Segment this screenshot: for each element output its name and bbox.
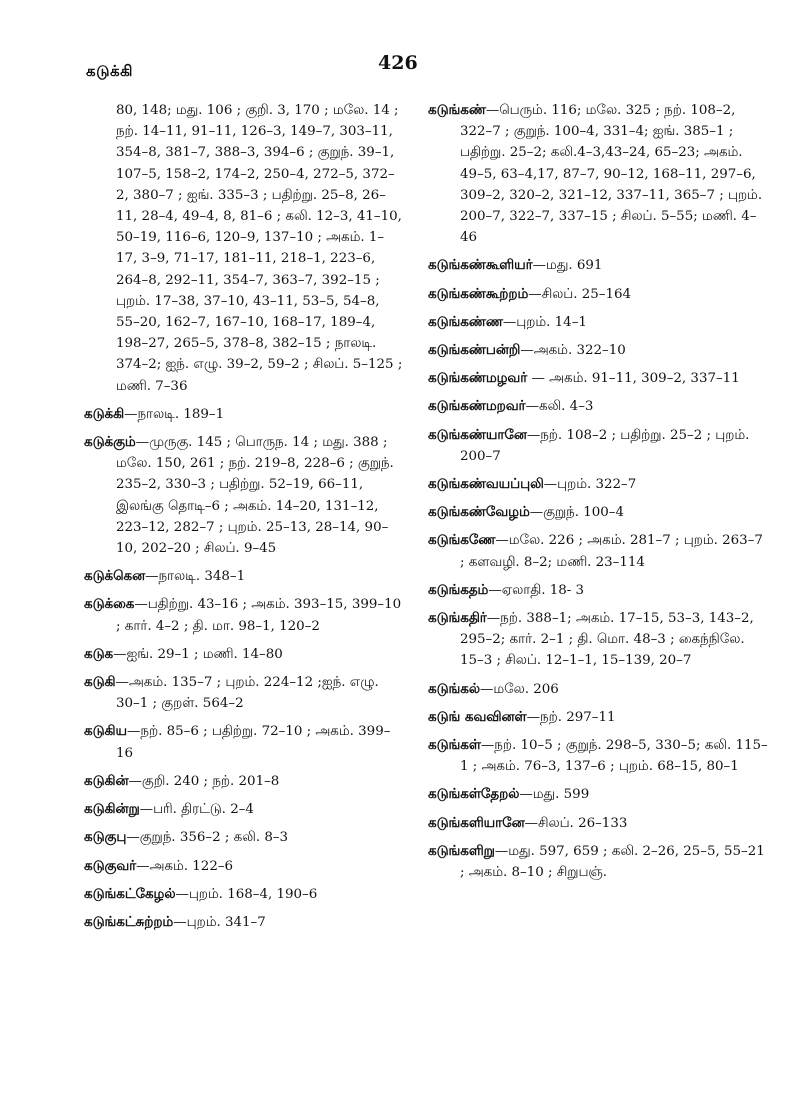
- entry-references: —பெரும். 116; மலே. 325 ; நற். 108–2, 322–7 ; குறுந். 100–4, 331–4; ஐங். 385–1 ; பதிற்று. 25–2; கலி.4–3,43–24, 65–23; அகம். 49–5, 63–4,17, 87–7, 90–12, 168–11, 297–6, 309–2, 320–2, 321–12, 337–11, 365–7 ; புறம். 200–7, 322–7, 337–15 ; சிலப். 5–55; மணி. 4–46: [460, 103, 763, 246]
- index-entry: [428, 580, 768, 601]
- entry-headword: கடுக்கை: [84, 596, 135, 613]
- entry-headword: கடுங்கண்மறவர்: [428, 398, 526, 415]
- entry-references: —சிலப். 25–164: [528, 286, 632, 302]
- entry-headword: கடுக்கி: [84, 405, 125, 422]
- entry-headword: கடுக்கும்: [84, 434, 136, 451]
- entry-headword: கடுங்கட்சுற்றம்: [84, 913, 174, 930]
- index-entry: [428, 396, 768, 417]
- entry-references: —மலே. 226 ; அகம். 281–7 ; புறம். 263–7 ; களவழி. 8–2; மணி. 23–114: [460, 533, 763, 570]
- entry-references: —ஐங். 29–1 ; மணி. 14–80: [113, 646, 283, 662]
- index-entry: [84, 912, 404, 933]
- right-column: [428, 100, 768, 890]
- index-entry: [428, 502, 768, 523]
- entry-references: —முருகு. 145 ; பொருந. 14 ; மது. 388 ; மலே. 150, 261 ; நற். 219–8, 228–6 ; குறுந். 235–2, 330–3 ; பதிற்று. 52–19, 66–11, இலங்கு தொடி–6 ; அகம். 14–20, 131–12, 223–12, 282–7 ; புறம். 25–13, 28–14, 90–10, 202–20 ; சிலப். 9–45: [116, 435, 394, 557]
- entry-references: —மது. 691: [532, 258, 603, 274]
- index-entry: [428, 679, 768, 700]
- index-entry: [84, 432, 404, 559]
- index-entry: [428, 841, 768, 883]
- entry-headword: கடுகி: [84, 674, 116, 691]
- index-entry: [84, 827, 404, 848]
- entry-headword: கடுங்கதம்: [428, 581, 489, 598]
- entry-references: —மது. 597, 659 ; கலி. 2–26, 25–5, 55–21 ; அகம். 8–10 ; சிறுபஞ்.: [460, 843, 765, 881]
- index-entry: [84, 721, 404, 763]
- entry-references: —குறி. 240 ; நற். 201–8: [128, 773, 280, 789]
- entry-headword: கடுங்கண்வேழம்: [428, 504, 530, 521]
- index-entry: [84, 799, 404, 820]
- index-entry: [84, 566, 404, 587]
- running-head: கடுக்கி: [86, 62, 133, 80]
- index-entry: [428, 735, 768, 777]
- entry-references: —கலி. 4–3: [525, 399, 594, 415]
- entry-references: — அகம். 91–11, 309–2, 337–11: [527, 371, 740, 387]
- index-entry: [84, 856, 404, 877]
- entry-headword: கடுங்கண்ண: [428, 313, 503, 330]
- entry-references: —சிலப். 26–133: [524, 815, 628, 831]
- entry-headword: கடுங்கண்மழவர்: [428, 370, 528, 387]
- entry-references: —பரி. திரட்டு. 2–4: [139, 802, 254, 818]
- entry-references: —புறம். 341–7: [173, 914, 266, 930]
- entry-headword: கடுங்கணே: [428, 532, 496, 549]
- index-entry: [84, 884, 404, 905]
- index-entry: [428, 312, 768, 333]
- entry-headword: கடுங்கண்கூளியர்: [428, 257, 533, 274]
- index-entry: [428, 255, 768, 276]
- entry-references: —நற். 388–1; அகம். 17–15, 53–3, 143–2, 295–2; கார். 2–1 ; தி. மொ. 48–3 ; கைந்நிலே. 15–3 ; சிலப். 12–1–1, 15–139, 20–7: [460, 611, 754, 669]
- entry-references: —நாலடி. 189–1: [124, 406, 225, 422]
- entry-references: —நற். 297–11: [526, 709, 616, 725]
- entry-headword: கடுங்கண்: [428, 102, 486, 118]
- page-number: 426: [378, 52, 418, 74]
- entry-headword: கடுங்கண்யானே: [428, 426, 527, 443]
- entry-headword: கடுங்களியானே: [428, 814, 525, 831]
- entry-headword: கடுங்கள்தேறல்: [428, 786, 520, 803]
- index-entry: [428, 340, 768, 361]
- entry-headword: கடுங்கல்: [428, 680, 480, 697]
- index-entry: [428, 530, 768, 572]
- entry-headword: கடுங்களிறு: [428, 842, 495, 859]
- entry-headword: கடுங்கள்: [428, 737, 481, 754]
- entry-references: —நற். 108–2 ; பதிற்று. 25–2 ; புறம். 200–7: [460, 427, 750, 464]
- entry-headword: கடுகுபு: [84, 829, 127, 846]
- index-entry: [84, 594, 404, 636]
- entry-references: —குறுந். 356–2 ; கலி. 8–3: [126, 830, 289, 846]
- index-entry: [428, 368, 768, 389]
- entry-headword: கடுகின்று: [84, 801, 140, 818]
- entry-references: —அகம். 322–10: [520, 343, 626, 359]
- entry-headword: கடுகின்: [84, 772, 129, 789]
- index-entry: [428, 474, 768, 495]
- entry-references: —மது. 599: [519, 787, 590, 803]
- index-entry: [84, 771, 404, 792]
- entry-headword: கடுங்கண்கூற்றம்: [428, 285, 529, 302]
- entry-headword: கடுங்கண்பன்றி: [428, 342, 521, 359]
- entry-references: —பதிற்று. 43–16 ; அகம். 393–15, 399–10 ; கார். 4–2 ; தி. மா. 98–1, 120–2: [116, 597, 402, 634]
- entry-references: —குறுந். 100–4: [529, 505, 625, 521]
- index-entry: [428, 813, 768, 834]
- entry-references: —புறம். 168–4, 190–6: [175, 886, 318, 902]
- entry-headword: கடுங்கண்வயப்புலி: [428, 476, 544, 493]
- entry-references: —மலே. 206: [479, 681, 559, 697]
- index-entry: [84, 100, 404, 397]
- entry-references: —அகம். 122–6: [136, 858, 234, 874]
- entry-references: —நற். 10–5 ; குறுந். 298–5, 330–5; கலி. 115–1 ; அகம். 76–3, 137–6 ; புறம். 68–15, 80–1: [460, 738, 768, 775]
- index-entry: [428, 284, 768, 305]
- entry-headword: கடுகுவர்: [84, 857, 137, 874]
- entry-references: 80, 148; மது. 106 ; குறி. 3, 170 ; மலே. 14 ; நற். 14–11, 91–11, 126–3, 149–7, 303–11, 354–8, 381–7, 388–3, 394–6 ; குறுந். 39–1, 107–5, 158–2, 174–2, 250–4, 272–5, 372–2, 380–7 ; ஐங். 335–3 ; பதிற்று. 25–8, 26–11, 28–4, 49–4, 8, 81–6 ; கலி. 12–3, 41–10, 50–19, 116–6, 120–9, 137–10 ; அகம். 1–17, 3–9, 71–17, 181–11, 218–1, 223–6, 264–8, 292–11, 354–7, 363–7, 392–15 ; புறம். 17–38, 37–10, 43–11, 53–5, 54–8, 55–20, 162–7, 167–10, 168–17, 189–4, 198–27, 265–5, 378–8, 382–15 ; நாலடி. 374–2; ஐந். எழு. 39–2, 59–2 ; சிலப். 5–125 ; மணி. 7–36: [116, 103, 403, 394]
- entry-headword: கடுக: [84, 645, 114, 662]
- index-entry: [428, 425, 768, 467]
- entry-references: —புறம். 14–1: [502, 314, 587, 330]
- index-entry: [428, 784, 768, 805]
- index-entry: [428, 100, 768, 248]
- entry-references: —புறம். 322–7: [543, 477, 637, 493]
- entry-headword: கடுங்கதிர்: [428, 610, 487, 627]
- entry-headword: கடுக்கென: [84, 568, 146, 585]
- left-column: [84, 100, 404, 940]
- entry-headword: கடுகிய: [84, 723, 127, 740]
- index-entry: [84, 672, 404, 714]
- entry-references: —நாலடி. 348–1: [145, 569, 246, 585]
- index-entry: [428, 608, 768, 672]
- entry-references: —நற். 85–6 ; பதிற்று. 72–10 ; அகம். 399–16: [116, 724, 391, 761]
- entry-references: —ஏலாதி. 18- 3: [488, 582, 585, 598]
- index-entry: [84, 644, 404, 665]
- index-entry: [428, 707, 768, 728]
- entry-headword: கடுங் கவவினள்: [428, 708, 527, 725]
- entry-references: —அகம். 135–7 ; புறம். 224–12 ;ஐந். எழு. 30–1 ; குறள். 564–2: [115, 675, 379, 712]
- entry-headword: கடுங்கட்கேழல்: [84, 885, 176, 902]
- index-entry: [84, 404, 404, 425]
